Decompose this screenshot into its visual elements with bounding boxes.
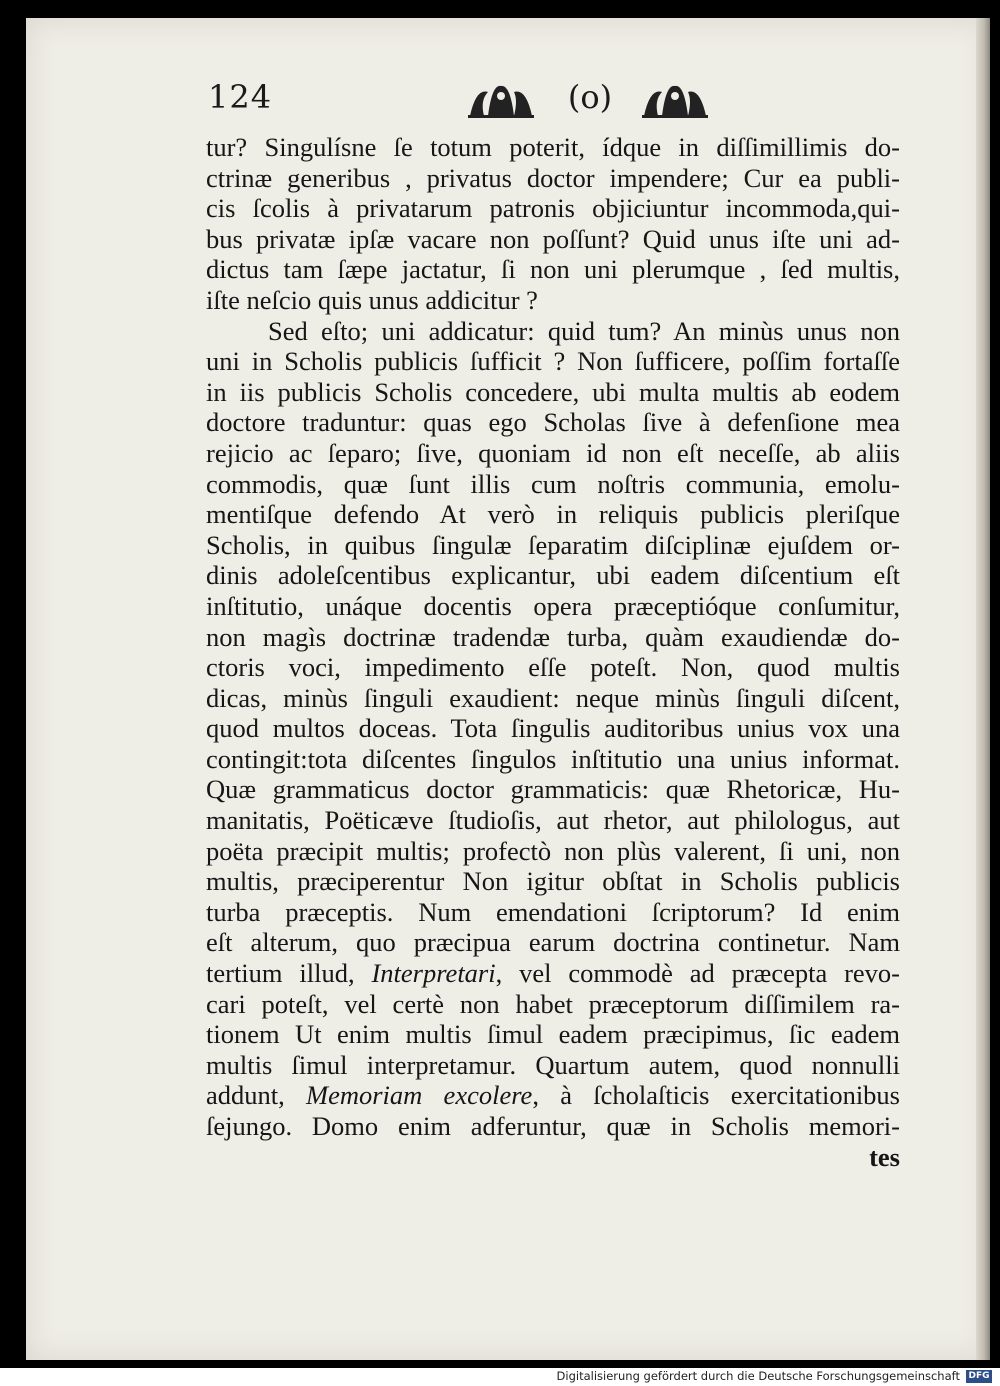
dfg-logo: DFG (966, 1370, 992, 1383)
text-line: tionem Ut enim multis ſimul eadem præcipimus, ſic eadem (206, 1019, 900, 1050)
running-head-center: (o) (567, 78, 613, 116)
funding-credit: Digitalisierung gefördert durch die Deutsche Forschungsgemeinschaft (556, 1369, 960, 1383)
text-line: cis ſcolis à privatarum patronis objiciuntur incommoda,qui- (206, 193, 900, 224)
text-line: multis ſimul interpretamur. Quartum autem, quod nonnulli (206, 1049, 900, 1080)
text-line: bus privatæ ipſæ vacare non poſſunt? Quid unus iſte uni ad- (206, 223, 900, 254)
text-line: quod multos doceas. Tota ſingulis auditoribus unius vox una (206, 713, 900, 744)
text-line: tur? Singulísne ſe totum poterit, ídque in diſſimillimis do- (206, 132, 900, 162)
text-line: dictus tam ſæpe jactatur, ſi non uni plerumque , ſed multis, (206, 254, 900, 285)
text-line: inſtitutio, unáque docentis opera præceptióque conſumitur, (206, 590, 900, 621)
page-body-text (206, 132, 900, 1172)
page-number: 124 (208, 78, 273, 116)
text-line: turba præceptis. Num emendationi ſcriptorum? Id enim (206, 896, 900, 927)
text-line: contingit:tota diſcentes ſingulos inſtitutio una unius informat. (206, 743, 900, 774)
text-line: tertium illud, Interpretari, vel commodè ad præcepta revo- (206, 958, 900, 989)
text-line: manitatis, Poëticæve ſtudioſis, aut rhetor, aut philologus, aut (206, 805, 900, 836)
text-line: eſt alterum, quo præcipua earum doctrina continetur. Nam (206, 927, 900, 958)
running-head (208, 78, 708, 132)
text-line: cari poteſt, vel certè non habet præceptorum diſſimilem ra- (206, 988, 900, 1019)
italic-term: Memoriam excolere (306, 1080, 533, 1111)
text-line: non magìs doctrinæ tradendæ turba, quàm exaudiendæ do- (206, 621, 900, 652)
text-line: uni in Scholis publicis ſufficit ? Non ſufficere, poſſim fortaſſe (206, 346, 900, 377)
catchword: tes (869, 1141, 900, 1172)
footer-bar (0, 1368, 1000, 1386)
text-line: rejicio ac ſeparo; ſive, quoniam id non eſt neceſſe, ab aliis (206, 437, 900, 468)
text-line: dinis adoleſcentibus explicantur, ubi eadem diſcentium eſt (206, 560, 900, 591)
italic-term: Interpretari (371, 958, 496, 989)
text-line: ctoris voci, impedimento eſſe poteſt. Non, quod multis (206, 652, 900, 683)
text-line: mentiſque defendo At verò in reliquis publicis pleriſque (206, 499, 900, 530)
text-line: commodis, quæ ſunt illis cum noſtris communia, emolu- (206, 468, 900, 499)
text-line: doctore traduntur: quas ego Scholas ſive à defenſione mea (206, 407, 900, 438)
text-line: iſte neſcio quis unus addicitur ? (206, 284, 538, 315)
floral-ornament-icon (640, 82, 710, 120)
floral-ornament-icon (466, 82, 536, 120)
text-line: Quæ grammaticus doctor grammaticis: quæ Rhetoricæ, Hu- (206, 774, 900, 805)
text-line: dicas, minùs ſinguli exaudient: neque minùs ſinguli diſcent, (206, 682, 900, 713)
text-line: ctrinæ generibus , privatus doctor impendere; Cur ea publi- (206, 162, 900, 193)
text-line: Scholis, in quibus ſingulæ ſeparatim diſciplinæ ejuſdem or- (206, 529, 900, 560)
text-line: multis, præciperentur Non igitur obſtat in Scholis publicis (206, 866, 900, 897)
text-line: poëta præcipit multis; profectò non plùs valerent, ſi uni, non (206, 835, 900, 866)
page-edge (976, 18, 990, 1360)
text-line: in iis publicis Scholis concedere, ubi multa multis ab eodem (206, 376, 900, 407)
text-line: Sed eſto; uni addicatur: quid tum? An minùs unus non (268, 315, 900, 346)
text-line: addunt, Memoriam excolere, à ſcholaſticis exercitationibus (206, 1080, 900, 1111)
text-line: ſejungo. Domo enim adferuntur, quæ in Scholis memori- (206, 1111, 900, 1141)
